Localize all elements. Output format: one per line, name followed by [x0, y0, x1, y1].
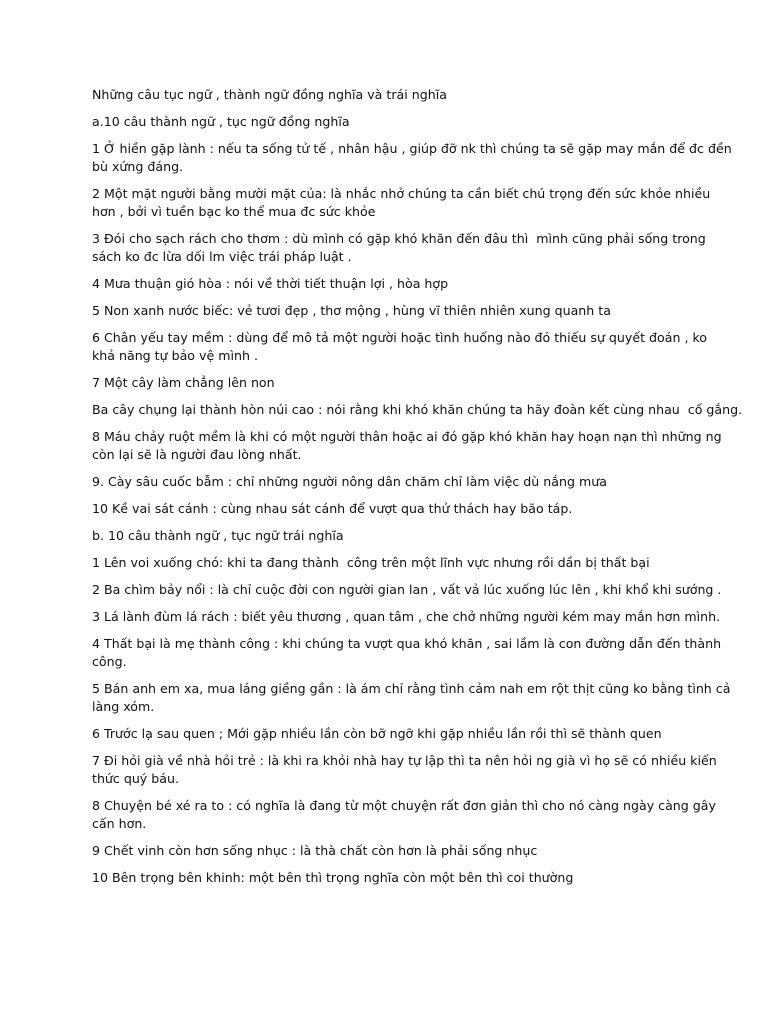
list-item-line: công.: [92, 654, 127, 669]
list-item: [92, 500, 682, 518]
list-item-line: 2 Ba chìm bảy nổi : là chỉ cuộc đời con người gian lan , vất vả lúc xuống lúc lên , khi khổ khi sướng .: [92, 582, 722, 597]
list-item: [92, 725, 682, 743]
list-item: [92, 185, 711, 221]
list-item-line: 7 Một cây làm chẳng lên non: [92, 375, 275, 390]
list-item: [92, 635, 722, 671]
section-b-list: [92, 554, 731, 887]
list-item: [92, 230, 706, 266]
list-item-line: 4 Mưa thuận gió hòa : nói về thời tiết thuận lợi , hòa hợp: [92, 276, 449, 291]
list-item-line: 6 Trước lạ sau quen ; Mới gặp nhiều lần còn bỡ ngỡ khi gặp nhiều lần rồi thì sẽ thành quen: [92, 726, 662, 741]
list-item: [92, 680, 731, 716]
section-a-list: [92, 140, 743, 518]
list-item: [92, 581, 722, 599]
list-item: [92, 374, 682, 392]
list-item-line: bù xứng đáng.: [92, 159, 184, 174]
list-item-line: 10 Kề vai sát cánh : cùng nhau sát cánh để vượt qua thử thách hay bão táp.: [92, 501, 573, 516]
list-item-line: 9. Cày sâu cuốc bẫm : chỉ những người nông dân chăm chỉ làm việc dù nắng mưa: [92, 474, 607, 489]
list-item: [92, 797, 716, 833]
list-item: [92, 329, 708, 365]
list-item: [92, 608, 721, 626]
list-item-line: 1 Lên voi xuống chó: khi ta đang thành công trên một lĩnh vực nhưng rồi dần bị thất bại: [92, 555, 650, 570]
list-item-line: 2 Một mặt người bằng mười mặt của: là nhắc nhở chúng ta cần biết chú trọng đến sức khỏe nhiều: [92, 186, 711, 201]
list-item: [92, 401, 743, 419]
list-item-line: làng xóm.: [92, 699, 155, 714]
list-item-line: 7 Đi hỏi già về nhà hỏi trẻ : là khi ra khỏi nhà hay tự lập thì ta nên hỏi ng già vì họ sẽ có nhiều kiến: [92, 753, 717, 768]
list-item-line: 10 Bên trọng bên khinh: một bên thì trọng nghĩa còn một bên thì coi thường: [92, 870, 574, 885]
list-item-line: 5 Bán anh em xa, mua láng giềng gần : là ám chỉ rằng tình cảm nah em rột thịt cũng ko bằng tình cả: [92, 681, 731, 696]
list-item-line: 8 Máu chảy ruột mềm là khi có một người thân hoặc ai đó gặp khó khăn hay hoạn nạn thì những ng: [92, 429, 722, 444]
list-item-line: còn lại sẽ là người đau lòng nhất.: [92, 447, 302, 462]
list-item-line: hơn , bởi vì tuền bạc ko thể mua đc sức khỏe: [92, 204, 376, 219]
section-a-heading: a.10 câu thành ngữ , tục ngữ đồng nghĩa: [92, 114, 350, 129]
list-item: [92, 752, 717, 788]
list-item: [92, 275, 682, 293]
list-item-line: sách ko đc lừa dối lm việc trái pháp luật .: [92, 249, 352, 264]
list-item-line: 9 Chết vinh còn hơn sống nhục : là thà chất còn hơn là phải sống nhục: [92, 843, 538, 858]
list-item: [92, 842, 682, 860]
list-item-line: 3 Đói cho sạch rách cho thơm : dù mình có gặp khó khăn đến đâu thì mình cũng phải sống trong: [92, 231, 706, 246]
list-item: [92, 428, 722, 464]
list-item-line: 8 Chuyện bé xé ra to : có nghĩa là đang từ một chuyện rất đơn giản thì cho nó càng ngày càng gây: [92, 798, 716, 813]
list-item: [92, 302, 682, 320]
list-item-line: 6 Chân yếu tay mềm : dùng để mô tả một người hoặc tình huống nào đó thiếu sự quyết đoán , ko: [92, 330, 708, 345]
list-item-line: cấn hơn.: [92, 816, 147, 831]
list-item-line: 3 Lá lành đùm lá rách : biết yêu thương , quan tâm , che chở những người kém may mắn hơn mình.: [92, 609, 721, 624]
list-item-line: 5 Non xanh nước biếc: vẻ tươi đẹp , thơ mộng , hùng vĩ thiên nhiên xung quanh ta: [92, 303, 611, 318]
list-item-line: 4 Thất bại là mẹ thành công : khi chúng ta vượt qua khó khăn , sai lầm là con đường dẫn đến thành: [92, 636, 722, 651]
document-title: Những câu tục ngữ , thành ngữ đồng nghĩa và trái nghĩa: [92, 87, 447, 102]
list-item: [92, 473, 682, 491]
list-item: [92, 869, 682, 887]
list-item-line: 1 Ở hiền gặp lành : nếu ta sống tử tế , nhân hậu , giúp đỡ nk thì chúng ta sẽ gặp may mắn để đc đền: [92, 141, 732, 156]
document-page: [92, 86, 743, 896]
list-item-line: thức quý báu.: [92, 771, 179, 786]
list-item: [92, 554, 682, 572]
list-item: [92, 140, 732, 176]
section-b-heading: b. 10 câu thành ngữ , tục ngữ trái nghĩa: [92, 528, 344, 543]
list-item-line: Ba cây chụng lại thành hòn núi cao : nói rằng khi khó khăn chúng ta hãy đoàn kết cùng nhau cố gắng.: [92, 402, 743, 417]
list-item-line: khả năng tự bảo vệ mình .: [92, 348, 258, 363]
